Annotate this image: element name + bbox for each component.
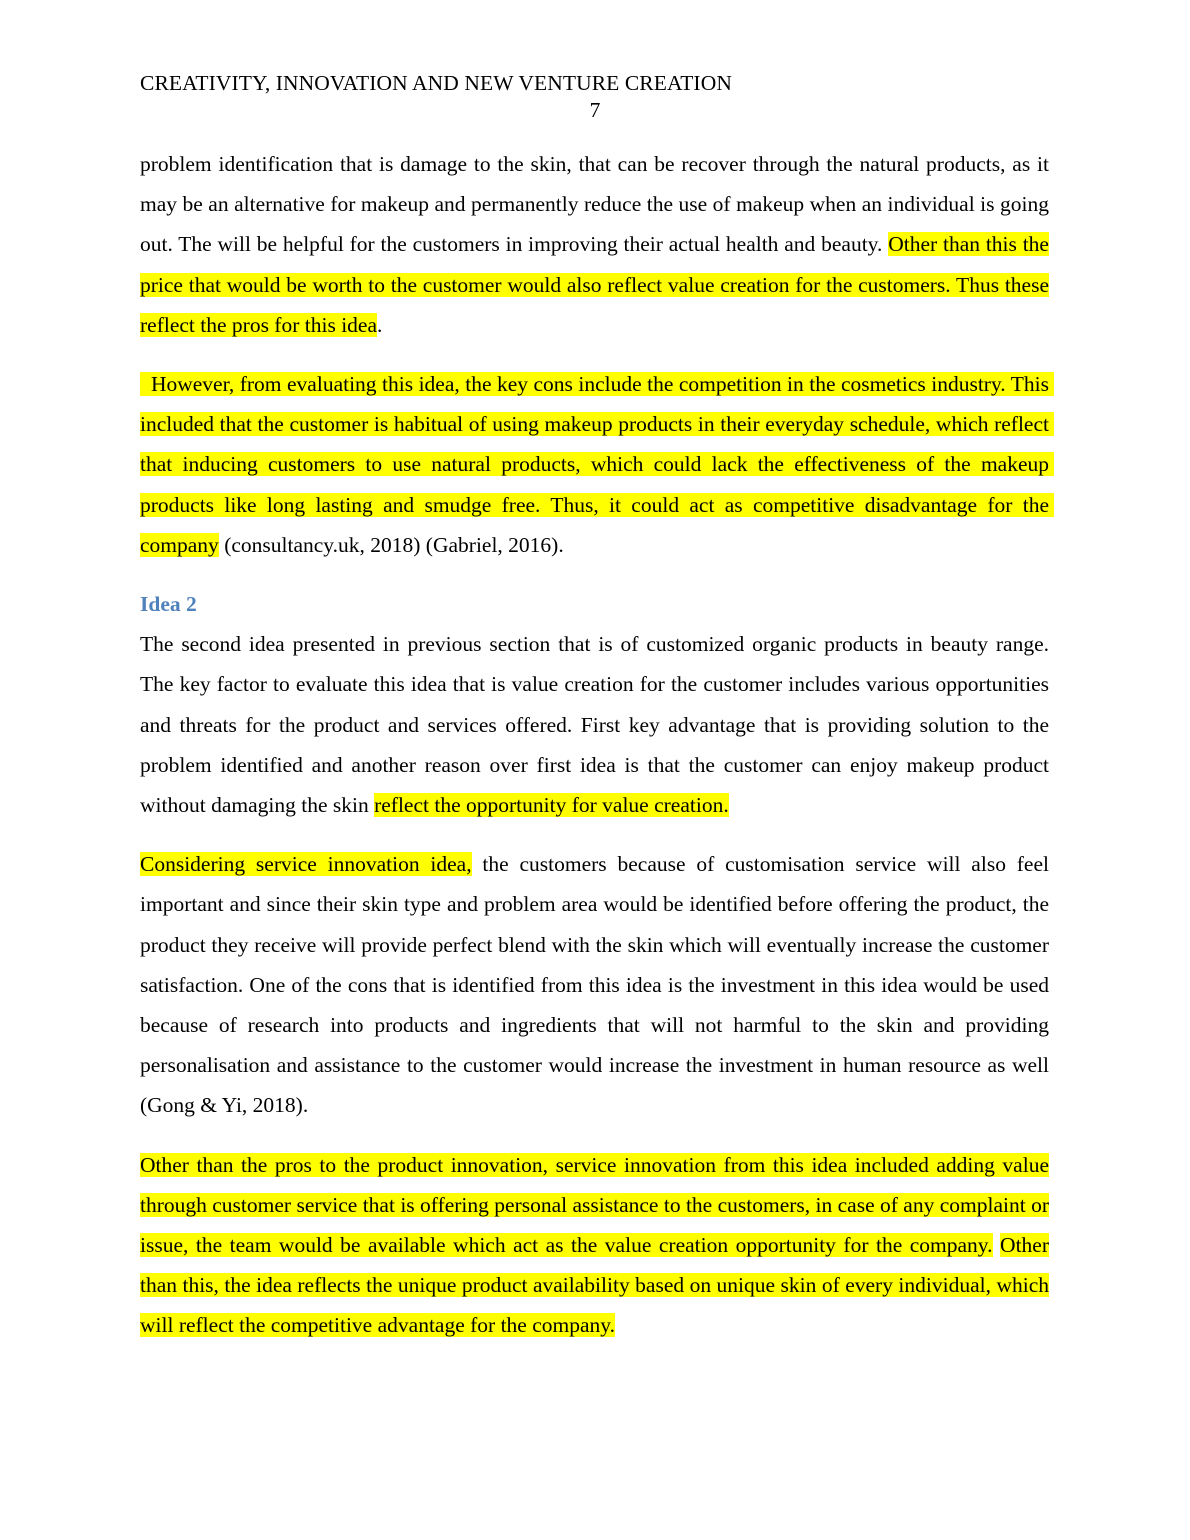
paragraph-text: . xyxy=(377,312,383,337)
paragraph-text: problem identification that is damage to the skin, that can be recover through the natural products, as it may be an alternative for makeup and permanently reduce the use of makeup when an individual is going out. The will be helpful for the customers in improving their actual health and beauty. xyxy=(140,152,1049,257)
paragraph-text xyxy=(993,1233,1001,1257)
highlighted-text: However, from evaluating this idea, the key cons include the competition in the cosmetics industry. This included that the customer is habitual of using makeup products in their everyday schedule, which reflect that inducing customers to use natural products, which could lack the effectiveness of the makeup products like long lasting and smudge free. Thus, it could act as competitive disadvantage for the company xyxy=(140,372,1055,557)
running-head: CREATIVITY, INNOVATION AND NEW VENTURE CREATION xyxy=(140,71,732,95)
paragraph-service-pros xyxy=(140,1145,1049,1346)
highlighted-text: Other than this, the idea reflects the unique product availability based on unique skin of every individual, which will reflect the competitive advantage for the company. xyxy=(140,1233,1049,1338)
citation-text: (consultancy.uk, 2018) (Gabriel, 2016). xyxy=(218,532,564,557)
paragraph-text: the customers because of customisation service will also feel important and since their skin type and problem area would be identified before offering the product, the product they receive will provide perfect blend with the skin which will eventually increase the customer satisfaction. One of the cons that is identified from this idea is the investment in this idea would be used because of research into products and ingredients that will not harmful to the skin and providing personalisation and assistance to the customer would increase the investment in human resource as well (Gong & Yi, 2018). xyxy=(140,852,1049,1118)
document-body xyxy=(140,144,1055,1346)
highlighted-text: Other than the pros to the product innovation, service innovation from this idea included adding value through customer service that is offering personal assistance to the customers, in case of any complaint or issue, the team would be available which act as the value creation opportunity for the company. xyxy=(140,1152,1049,1258)
highlighted-text: Considering service innovation idea, xyxy=(140,852,472,877)
paragraph-text: The second idea presented in previous section that is of customized organic products in beauty range. The key factor to evaluate this idea that is value creation for the customer includes various opportunities and threats for the product and services offered. First key advantage that is providing solution to the problem identified and another reason over first idea is that the customer can enjoy makeup product without damaging the skin xyxy=(140,632,1049,818)
highlighted-text: Other than this the price that would be worth to the customer would also reflect value creation for the customers. Thus these reflect the pros for this idea xyxy=(140,232,1049,337)
section-heading-idea-2: Idea 2 xyxy=(140,592,197,617)
paragraph-service-innovation xyxy=(140,844,1049,1125)
paragraph-idea1-cons xyxy=(140,364,1055,565)
page-number: 7 xyxy=(589,98,601,122)
paragraph-idea1-pros xyxy=(140,144,1049,345)
paragraph-idea2-intro xyxy=(140,624,1049,825)
highlighted-text: reflect the opportunity for value creation. xyxy=(374,793,729,818)
